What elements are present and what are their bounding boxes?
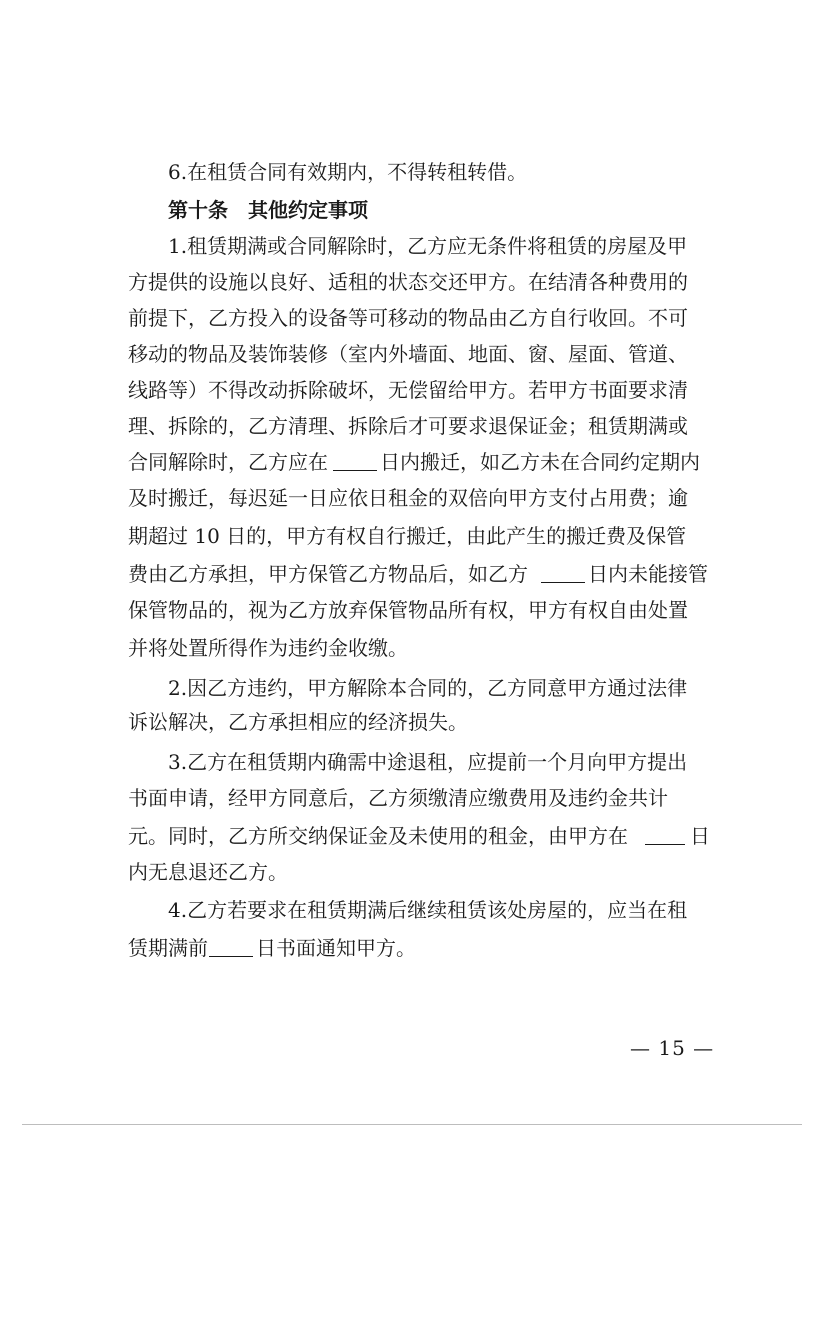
text-segment: 日书面通知甲方。 (256, 936, 416, 960)
blank-days-field[interactable] (645, 826, 685, 845)
text-line: 方提供的设施以良好、适租的状态交还甲方。在结清各种费用的 (128, 270, 688, 294)
text-line: 诉讼解决，乙方承担相应的经济损失。 (128, 710, 468, 734)
section-heading: 第十条 其他约定事项 (168, 198, 368, 222)
page-number: — 15 — (630, 1036, 715, 1060)
text-segment: 元。同时，乙方所交纳保证金及未使用的租金，由甲方在 (128, 824, 628, 848)
text-segment: 日内未能接管 (588, 562, 708, 586)
text-line: 及时搬迁，每迟延一日应依日租金的双倍向甲方支付占用费；逾 (128, 486, 688, 510)
text-line: 期超过 10 日的，甲方有权自行搬迁，由此产生的搬迁费及保管 (128, 524, 687, 548)
text-line: 1.租赁期满或合同解除时，乙方应无条件将租赁的房屋及甲 (168, 234, 688, 258)
text-line: 2.因乙方违约，甲方解除本合同的，乙方同意甲方通过法律 (168, 676, 688, 700)
blank-days-field[interactable] (541, 564, 585, 583)
text-line: 移动的物品及装饰装修（室内外墙面、地面、窗、屋面、管道、 (128, 342, 688, 366)
text-line: 书面申请，经甲方同意后，乙方须缴清应缴费用及违约金共计 (128, 786, 668, 810)
text-line: 保管物品的，视为乙方放弃保管物品所有权，甲方有权自由处置 (128, 598, 688, 622)
text-line: 理、拆除的，乙方清理、拆除后才可要求退保证金；租赁期满或 (128, 414, 688, 438)
text-segment: 费由乙方承担，甲方保管乙方物品后，如乙方 (128, 562, 528, 586)
text-segment: 日内搬迁，如乙方未在合同约定期内 (380, 450, 700, 474)
page-divider-line (22, 1124, 802, 1125)
text-line: 6.在租赁合同有效期内，不得转租转借。 (168, 160, 528, 184)
text-segment: 赁期满前 (128, 936, 208, 960)
text-line: 4.乙方若要求在租赁期满后继续租赁该处房屋的，应当在租 (168, 898, 688, 922)
text-line: 前提下，乙方投入的设备等可移动的物品由乙方自行收回。不可 (128, 306, 688, 330)
blank-days-field[interactable] (333, 452, 377, 471)
text-segment: 合同解除时，乙方应在 (128, 450, 328, 474)
text-segment: 日 (690, 824, 710, 848)
text-line: 线路等）不得改动拆除破坏，无偿留给甲方。若甲方书面要求清 (128, 378, 688, 402)
text-line: 并将处置所得作为违约金收缴。 (128, 636, 408, 660)
text-line: 3.乙方在租赁期内确需中途退租，应提前一个月向甲方提出 (168, 750, 688, 774)
text-line: 内无息退还乙方。 (128, 860, 288, 884)
blank-days-field[interactable] (209, 938, 253, 957)
